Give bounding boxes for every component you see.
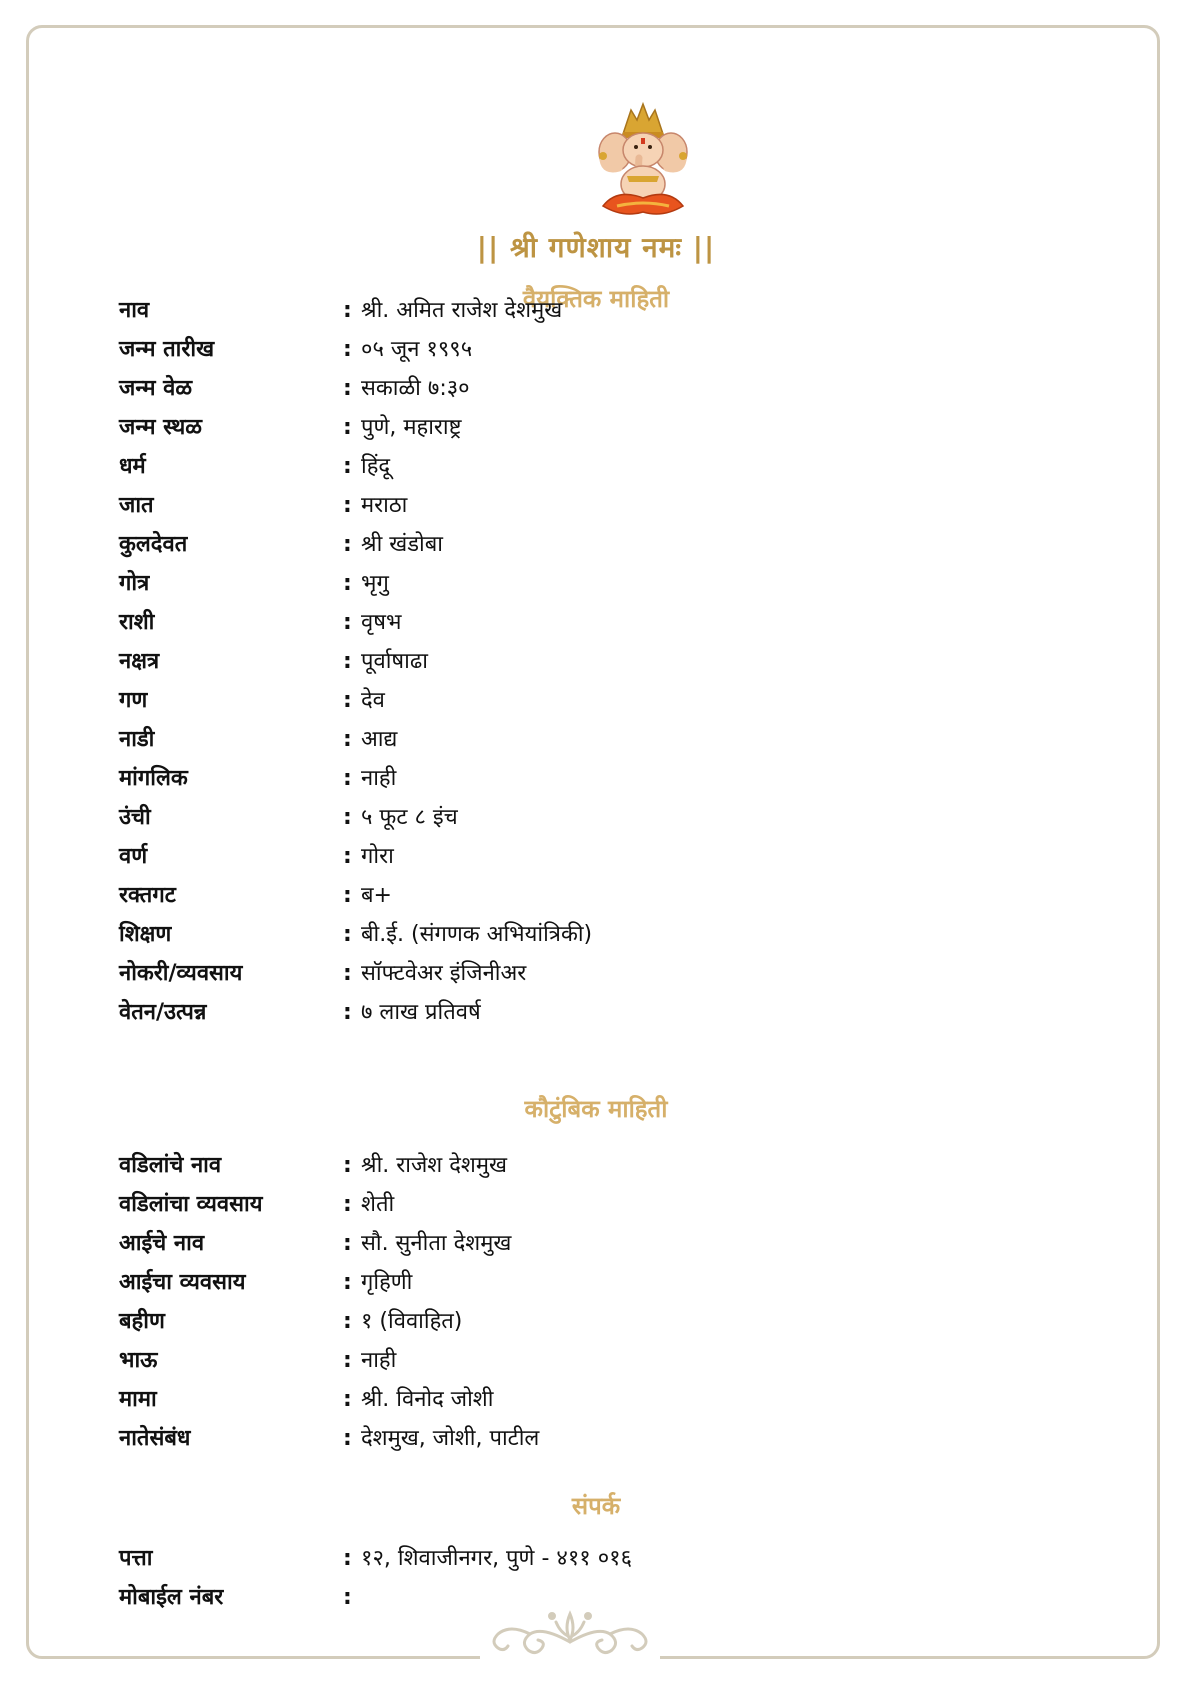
- detail-row: मोबाईल नंबर :: [119, 1578, 632, 1617]
- detail-label: गण: [119, 688, 148, 713]
- family-details-list: [119, 1146, 539, 1458]
- detail-value: भृगु: [361, 571, 389, 596]
- detail-row: नाडी : आद्य: [119, 720, 592, 759]
- detail-row: शिक्षण : बी.ई. (संगणक अभियांत्रिकी): [119, 915, 592, 954]
- detail-label: मांगलिक: [119, 766, 188, 791]
- detail-row: बहीण : १ (विवाहित): [119, 1302, 539, 1341]
- detail-row: राशी : वृषभ: [119, 603, 592, 642]
- detail-row: मांगलिक : नाही: [119, 759, 592, 798]
- detail-value: श्री खंडोबा: [361, 532, 443, 557]
- detail-label: गोत्र: [119, 571, 150, 596]
- detail-row: नातेसंबंध : देशमुख, जोशी, पाटील: [119, 1419, 539, 1458]
- detail-label: बहीण: [119, 1309, 165, 1334]
- ganesha-icon: [587, 102, 699, 220]
- detail-value: ७ लाख प्रतिवर्ष: [361, 1000, 481, 1025]
- detail-label: जन्म स्थळ: [119, 415, 203, 440]
- detail-value: १ (विवाहित): [361, 1309, 463, 1334]
- family-section-title: कौटुंबिक माहिती: [524, 1095, 668, 1123]
- detail-row: जन्म स्थळ : पुणे, महाराष्ट्र: [119, 408, 592, 447]
- detail-value: नाही: [361, 1348, 397, 1373]
- detail-value: ०५ जून १९९५: [361, 337, 473, 362]
- detail-value: देशमुख, जोशी, पाटील: [361, 1426, 540, 1451]
- detail-row: आईचा व्यवसाय : गृहिणी: [119, 1263, 539, 1302]
- detail-label: नोकरी/व्यवसाय: [119, 961, 243, 986]
- detail-row: जात : मराठा: [119, 486, 592, 525]
- detail-label: जात: [119, 493, 154, 518]
- detail-label: धर्म: [119, 454, 146, 479]
- detail-value: देव: [361, 688, 385, 713]
- invocation-heading: || श्री गणेशाय नमः ||: [476, 231, 716, 264]
- detail-row: मामा : श्री. विनोद जोशी: [119, 1380, 539, 1419]
- personal-section-title: वैयक्तिक माहिती: [522, 285, 670, 313]
- detail-value: वृषभ: [361, 610, 402, 635]
- detail-label: वर्ण: [119, 844, 148, 869]
- detail-row: धर्म : हिंदू: [119, 447, 592, 486]
- detail-label: जन्म तारीख: [119, 337, 215, 362]
- detail-value: सौ. सुनीता देशमुख: [361, 1231, 512, 1256]
- detail-row: रक्तगट : ब+: [119, 876, 592, 915]
- detail-value: आद्य: [361, 727, 398, 752]
- detail-value: ५ फूट ८ इंच: [361, 805, 458, 830]
- detail-label: उंची: [119, 805, 151, 830]
- detail-row: जन्म तारीख : ०५ जून १९९५: [119, 330, 592, 369]
- detail-value: गृहिणी: [361, 1270, 413, 1295]
- detail-value: श्री. अमित राजेश देशमुख: [361, 298, 563, 323]
- detail-label: मामा: [119, 1387, 157, 1412]
- detail-label: नाव: [119, 298, 150, 323]
- detail-value: १२, शिवाजीनगर, पुणे - ४११ ०१६: [361, 1546, 633, 1571]
- detail-row: उंची : ५ फूट ८ इंच: [119, 798, 592, 837]
- swirl-ornament-icon: [480, 1600, 660, 1660]
- detail-row: वर्ण : गोरा: [119, 837, 592, 876]
- detail-value: बी.ई. (संगणक अभियांत्रिकी): [361, 922, 593, 947]
- detail-row: आईचे नाव : सौ. सुनीता देशमुख: [119, 1224, 539, 1263]
- detail-label: वडिलांचे नाव: [119, 1153, 222, 1178]
- detail-row: वेतन/उत्पन्न : ७ लाख प्रतिवर्ष: [119, 993, 592, 1032]
- detail-value: पूर्वाषाढा: [361, 649, 428, 674]
- detail-label: वेतन/उत्पन्न: [119, 1000, 207, 1025]
- detail-label: जन्म वेळ: [119, 376, 193, 401]
- detail-label: नाडी: [119, 727, 155, 752]
- detail-label: राशी: [119, 610, 155, 635]
- detail-value: हिंदू: [361, 454, 391, 479]
- detail-row: गोत्र : भृगु: [119, 564, 592, 603]
- detail-value: पुणे, महाराष्ट्र: [361, 415, 462, 440]
- detail-row: वडिलांचे नाव : श्री. राजेश देशमुख: [119, 1146, 539, 1185]
- detail-label: रक्तगट: [119, 883, 176, 908]
- detail-row: नाव : श्री. अमित राजेश देशमुख: [119, 291, 592, 330]
- detail-row: वडिलांचा व्यवसाय : शेती: [119, 1185, 539, 1224]
- detail-row: कुलदेवत : श्री खंडोबा: [119, 525, 592, 564]
- detail-label: नातेसंबंध: [119, 1426, 191, 1451]
- detail-row: नोकरी/व्यवसाय : सॉफ्टवेअर इंजिनीअर: [119, 954, 592, 993]
- detail-value: नाही: [361, 766, 397, 791]
- detail-value: श्री. राजेश देशमुख: [361, 1153, 508, 1178]
- detail-value: सकाळी ७:३०: [361, 376, 470, 401]
- detail-value: श्री. विनोद जोशी: [361, 1387, 494, 1412]
- detail-label: आईचा व्यवसाय: [119, 1270, 246, 1295]
- detail-label: पत्ता: [119, 1546, 153, 1571]
- biodata-frame: [26, 25, 1160, 1659]
- detail-label: कुलदेवत: [119, 532, 188, 557]
- detail-row: पत्ता : १२, शिवाजीनगर, पुणे - ४११ ०१६: [119, 1539, 632, 1578]
- detail-row: गण : देव: [119, 681, 592, 720]
- detail-value: ब+: [361, 883, 392, 908]
- detail-row: भाऊ : नाही: [119, 1341, 539, 1380]
- detail-label: आईचे नाव: [119, 1231, 205, 1256]
- personal-details-list: [119, 291, 592, 1032]
- detail-value: गोरा: [361, 844, 394, 869]
- detail-value: सॉफ्टवेअर इंजिनीअर: [361, 961, 527, 986]
- detail-label: नक्षत्र: [119, 649, 160, 674]
- detail-value: शेती: [361, 1192, 395, 1217]
- detail-label: शिक्षण: [119, 922, 172, 947]
- detail-label: मोबाईल नंबर: [119, 1585, 224, 1610]
- detail-label: भाऊ: [119, 1348, 158, 1373]
- detail-value: मराठा: [361, 493, 408, 518]
- detail-row: जन्म वेळ : सकाळी ७:३०: [119, 369, 592, 408]
- contact-section-title: संपर्क: [571, 1492, 621, 1520]
- detail-row: नक्षत्र : पूर्वाषाढा: [119, 642, 592, 681]
- detail-label: वडिलांचा व्यवसाय: [119, 1192, 263, 1217]
